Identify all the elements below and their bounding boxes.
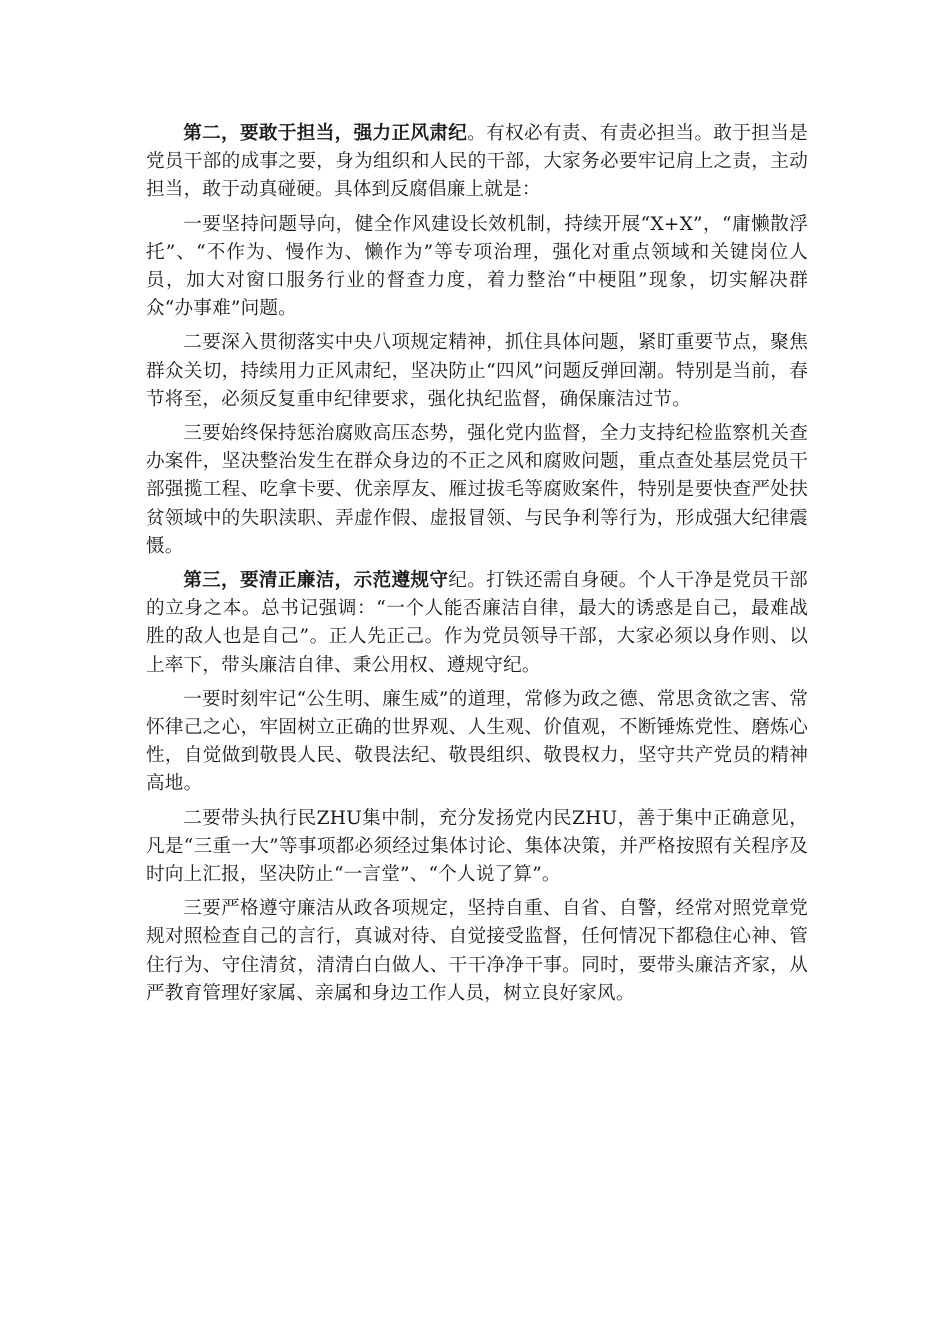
paragraph-item — [146, 420, 808, 561]
paragraph-text: 。有权必有责、有责必担当。敢于担当是党员干部的成事之要，身为组织和人民的干部，大家务必要牢记肩上之责，主动担当，敢于动真碰硬。具体到反腐倡廉上就是： — [146, 123, 808, 201]
paragraph-third-point — [146, 567, 808, 680]
paragraph-text: 三要始终保持惩治腐败高压态势，强化党内监督，全力支持纪检监察机关查办案件，坚决整治发生在群众身边的不正之风和腐败问题，重点查处基层党员干部强揽工程、吃拿卡要、优亲厚友、雁过拔毛等腐败案件，特别是要快查严处扶贫领域中的失职渎职、弄虚作假、虚报冒领、与民争利等行为，形成强大纪律震慑。 — [146, 423, 808, 557]
paragraph-item — [146, 895, 808, 1008]
paragraph-text: 二要带头执行民ZHU集中制，充分发扬党内民ZHU，善于集中正确意见，凡是“三重一大”等事项都必须经过集体讨论、集体决策，并严格按照有关程序及时向上汇报，坚决防止“一言堂”、“个人说了算”。 — [146, 807, 808, 886]
paragraph-heading: 第二，要敢于担当，强力正风肃纪 — [183, 123, 468, 144]
paragraph-text: 二要深入贯彻落实中央八项规定精神，抓住具体问题，紧盯重要节点，聚焦群众关切，持续用力正风肃纪，坚决防止“四风”问题反弹回潮。特别是当前，春节将至，必须反复重申纪律要求，强化执纪监督，确保廉洁过节。 — [146, 332, 808, 410]
paragraph-item — [146, 805, 808, 890]
paragraph-text: 一要时刻牢记“公生明、廉生威”的道理，常修为政之德、常思贪欲之害、常怀律己之心，牢固树立正确的世界观、人生观、价值观，不断锤炼党性、磨炼心性，自觉做到敬畏人民、敬畏法纪、敬畏组织、敬畏权力，坚守共产党员的精神高地。 — [146, 688, 808, 795]
paragraph-heading: 第三，要清正廉洁，示范遵规守 — [183, 570, 449, 592]
paragraph-text: 一要坚持问题导向，健全作风建设长效机制，持续开展“X+X”，“庸懒散浮托”、“不作为、慢作为、懒作为”等专项治理，强化对重点领域和关键岗位人员，加大对窗口服务行业的督查力度，着力整治“中梗阻”现象，切实解决群众“办事难”问题。 — [146, 213, 808, 320]
paragraph-second-point — [146, 120, 808, 205]
document-page — [146, 120, 808, 1014]
paragraph-text: 三要严格遵守廉洁从政各项规定，坚持自重、自省、自警，经常对照党章党规对照检查自己的言行，真诚对待、自觉接受监督，任何情况下都稳住心神、管住行为、守住清贫，清清白白做人、干干净净干事。同时，要带头廉洁齐家，从严教育管理好家属、亲属和身边工作人员，树立良好家风。 — [146, 898, 808, 1004]
paragraph-item — [146, 686, 808, 799]
paragraph-item — [146, 211, 808, 324]
paragraph-item — [146, 329, 808, 414]
paragraph-text: 纪。打铁还需自身硬。个人干净是党员干部的立身之本。总书记强调：“一个人能否廉洁自律，最大的诱惑是自己，最难战胜的敌人也是自己”。正人先正己。作为党员领导干部，大家必须以身作则、以上率下，带头廉洁自律、秉公用权、遵规守纪。 — [146, 570, 808, 676]
